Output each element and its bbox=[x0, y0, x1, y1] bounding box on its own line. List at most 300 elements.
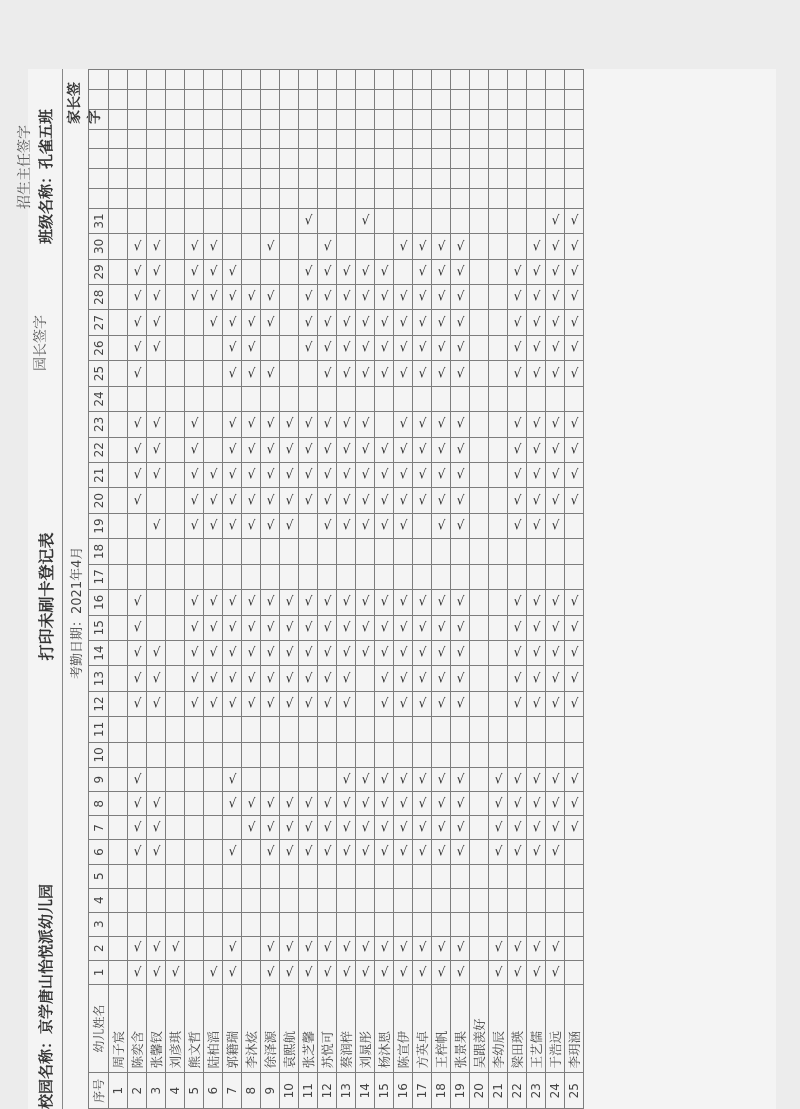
check-mark: √ bbox=[285, 518, 293, 534]
check-mark: √ bbox=[228, 518, 236, 534]
day-cell bbox=[223, 590, 242, 615]
day-cell bbox=[242, 412, 261, 437]
school-name: 校园名称：京学唐山怡悦派幼儿园 bbox=[36, 883, 55, 1109]
day-cell bbox=[318, 864, 337, 888]
day-cell bbox=[470, 462, 489, 487]
day-cell bbox=[527, 361, 546, 386]
day-cell bbox=[280, 590, 299, 615]
day-cell bbox=[166, 888, 185, 912]
day-cell bbox=[204, 335, 223, 360]
day-cell bbox=[261, 437, 280, 462]
day-cell bbox=[565, 462, 584, 487]
signature-cell bbox=[299, 129, 318, 149]
check-mark: √ bbox=[570, 315, 578, 331]
check-mark: √ bbox=[399, 964, 407, 980]
day-cell bbox=[394, 208, 413, 233]
day-cell bbox=[261, 816, 280, 840]
day-cell bbox=[432, 936, 451, 960]
day-cell bbox=[299, 564, 318, 589]
check-mark: √ bbox=[418, 442, 426, 458]
check-mark: √ bbox=[399, 645, 407, 661]
check-mark: √ bbox=[323, 594, 331, 610]
day-header: 3 bbox=[89, 912, 109, 936]
day-cell bbox=[508, 936, 527, 960]
check-mark: √ bbox=[437, 238, 445, 255]
day-cell bbox=[185, 335, 204, 360]
day-header: 27 bbox=[89, 310, 109, 335]
day-cell bbox=[489, 488, 508, 513]
check-mark: √ bbox=[152, 844, 160, 860]
signature-cell bbox=[470, 169, 489, 189]
table-row bbox=[375, 70, 394, 1109]
day-cell bbox=[470, 488, 489, 513]
day-cell bbox=[394, 717, 413, 742]
day-cell bbox=[242, 640, 261, 665]
day-cell bbox=[565, 640, 584, 665]
day-cell bbox=[299, 615, 318, 640]
day-cell bbox=[109, 361, 128, 386]
day-cell bbox=[280, 742, 299, 767]
day-cell bbox=[432, 590, 451, 615]
day-cell bbox=[318, 386, 337, 411]
check-mark: √ bbox=[532, 238, 540, 255]
name-header: 幼儿姓名 bbox=[89, 984, 109, 1072]
check-mark: √ bbox=[266, 670, 274, 687]
day-cell bbox=[166, 462, 185, 487]
check-mark: √ bbox=[551, 670, 559, 687]
check-mark: √ bbox=[399, 442, 407, 458]
day-cell bbox=[280, 691, 299, 716]
day-cell bbox=[356, 208, 375, 233]
check-mark: √ bbox=[456, 771, 464, 788]
day-cell bbox=[242, 888, 261, 912]
check-mark: √ bbox=[247, 594, 255, 610]
check-mark: √ bbox=[342, 696, 350, 712]
blank-header bbox=[89, 149, 109, 169]
day-cell bbox=[565, 437, 584, 462]
check-mark: √ bbox=[152, 964, 160, 980]
day-cell bbox=[527, 615, 546, 640]
day-header: 30 bbox=[89, 234, 109, 259]
check-mark: √ bbox=[304, 796, 312, 812]
blank-header bbox=[89, 90, 109, 110]
day-cell bbox=[337, 912, 356, 936]
day-header: 22 bbox=[89, 437, 109, 462]
signature-cell bbox=[527, 109, 546, 129]
day-cell bbox=[318, 564, 337, 589]
day-cell bbox=[489, 615, 508, 640]
signature-cell bbox=[394, 189, 413, 209]
signature-cell bbox=[223, 70, 242, 90]
day-cell bbox=[451, 259, 470, 284]
day-cell bbox=[109, 259, 128, 284]
signature-cell bbox=[413, 90, 432, 110]
check-mark: √ bbox=[570, 442, 578, 458]
seq-cell: 2 bbox=[128, 1073, 147, 1109]
day-cell bbox=[470, 717, 489, 742]
day-cell bbox=[128, 864, 147, 888]
day-cell bbox=[185, 488, 204, 513]
day-cell bbox=[546, 640, 565, 665]
check-mark: √ bbox=[418, 492, 426, 509]
day-cell bbox=[109, 936, 128, 960]
check-mark: √ bbox=[551, 620, 559, 636]
day-cell bbox=[375, 936, 394, 960]
signature-cell bbox=[565, 129, 584, 149]
day-cell bbox=[394, 864, 413, 888]
check-mark: √ bbox=[551, 844, 559, 860]
day-cell bbox=[166, 564, 185, 589]
seq-cell: 21 bbox=[489, 1073, 508, 1109]
day-cell bbox=[470, 564, 489, 589]
day-cell bbox=[527, 742, 546, 767]
check-mark: √ bbox=[532, 964, 540, 980]
check-mark: √ bbox=[361, 820, 369, 836]
signature-cell bbox=[280, 90, 299, 110]
day-cell bbox=[413, 488, 432, 513]
day-cell bbox=[489, 335, 508, 360]
day-cell bbox=[375, 259, 394, 284]
signature-cell bbox=[166, 109, 185, 129]
check-mark: √ bbox=[304, 442, 312, 458]
day-cell bbox=[356, 412, 375, 437]
day-cell bbox=[147, 691, 166, 716]
day-cell bbox=[299, 742, 318, 767]
day-cell bbox=[147, 792, 166, 816]
day-cell bbox=[451, 888, 470, 912]
day-cell bbox=[166, 864, 185, 888]
day-cell bbox=[508, 335, 527, 360]
check-mark: √ bbox=[418, 696, 426, 712]
day-cell bbox=[356, 259, 375, 284]
day-cell bbox=[318, 615, 337, 640]
day-cell bbox=[299, 691, 318, 716]
day-cell bbox=[147, 462, 166, 487]
seq-cell: 22 bbox=[508, 1073, 527, 1109]
day-cell bbox=[166, 335, 185, 360]
day-cell bbox=[432, 513, 451, 538]
day-cell bbox=[204, 259, 223, 284]
child-name-cell: 刘彦琪 bbox=[166, 984, 185, 1072]
day-cell bbox=[546, 259, 565, 284]
day-cell bbox=[489, 742, 508, 767]
check-mark: √ bbox=[437, 365, 445, 382]
day-cell bbox=[451, 462, 470, 487]
check-mark: √ bbox=[133, 315, 141, 331]
check-mark: √ bbox=[570, 796, 578, 812]
day-cell bbox=[280, 412, 299, 437]
seq-cell: 7 bbox=[223, 1073, 242, 1109]
signature-cell bbox=[337, 70, 356, 90]
check-mark: √ bbox=[342, 620, 350, 636]
check-mark: √ bbox=[285, 940, 293, 956]
check-mark: √ bbox=[152, 696, 160, 712]
seq-cell: 14 bbox=[356, 1073, 375, 1109]
day-cell bbox=[318, 792, 337, 816]
child-name-cell: 徐泽源 bbox=[261, 984, 280, 1072]
signature-cell bbox=[299, 169, 318, 189]
day-cell bbox=[508, 259, 527, 284]
day-cell bbox=[451, 717, 470, 742]
check-mark: √ bbox=[437, 492, 445, 509]
child-name-cell: 吴跟羡好 bbox=[470, 984, 489, 1072]
check-mark: √ bbox=[342, 289, 350, 305]
day-cell bbox=[508, 912, 527, 936]
signature-cell bbox=[413, 109, 432, 129]
day-cell bbox=[147, 539, 166, 564]
day-cell bbox=[242, 386, 261, 411]
check-mark: √ bbox=[228, 940, 236, 956]
day-cell bbox=[299, 285, 318, 310]
day-cell bbox=[318, 335, 337, 360]
table-row bbox=[337, 70, 356, 1109]
day-cell bbox=[128, 768, 147, 792]
day-cell bbox=[318, 912, 337, 936]
day-cell bbox=[109, 816, 128, 840]
day-cell bbox=[356, 513, 375, 538]
day-cell bbox=[128, 960, 147, 984]
check-mark: √ bbox=[190, 594, 198, 610]
day-cell bbox=[546, 590, 565, 615]
day-cell bbox=[413, 640, 432, 665]
check-mark: √ bbox=[570, 492, 578, 509]
day-cell bbox=[432, 691, 451, 716]
signature-cell bbox=[375, 109, 394, 129]
day-cell bbox=[451, 640, 470, 665]
day-cell bbox=[337, 335, 356, 360]
day-cell bbox=[318, 666, 337, 691]
day-cell bbox=[204, 912, 223, 936]
day-cell bbox=[394, 310, 413, 335]
day-cell bbox=[413, 666, 432, 691]
day-cell bbox=[128, 640, 147, 665]
signature-cell bbox=[337, 109, 356, 129]
day-cell bbox=[204, 310, 223, 335]
check-mark: √ bbox=[494, 771, 502, 788]
day-cell bbox=[299, 513, 318, 538]
day-cell bbox=[242, 768, 261, 792]
day-cell bbox=[432, 335, 451, 360]
day-cell bbox=[375, 513, 394, 538]
day-cell bbox=[299, 666, 318, 691]
day-cell bbox=[109, 462, 128, 487]
signature-cell bbox=[185, 149, 204, 169]
day-cell bbox=[242, 590, 261, 615]
child-name-cell: 张景果 bbox=[451, 984, 470, 1072]
day-cell bbox=[261, 864, 280, 888]
date-label: 考勤日期：2021年4月 bbox=[70, 546, 85, 679]
check-mark: √ bbox=[532, 940, 540, 956]
day-cell bbox=[565, 792, 584, 816]
check-mark: √ bbox=[456, 844, 464, 860]
day-cell bbox=[470, 361, 489, 386]
check-mark: √ bbox=[247, 670, 255, 687]
day-cell bbox=[432, 259, 451, 284]
day-cell bbox=[451, 234, 470, 259]
day-cell bbox=[318, 590, 337, 615]
day-cell bbox=[546, 912, 565, 936]
check-mark: √ bbox=[266, 940, 274, 956]
day-cell bbox=[356, 816, 375, 840]
check-mark: √ bbox=[228, 416, 236, 432]
day-cell bbox=[185, 912, 204, 936]
check-mark: √ bbox=[266, 416, 274, 432]
day-cell bbox=[413, 840, 432, 864]
check-mark: √ bbox=[247, 442, 255, 458]
table-row bbox=[394, 70, 413, 1109]
check-mark: √ bbox=[418, 844, 426, 860]
check-mark: √ bbox=[361, 844, 369, 860]
check-mark: √ bbox=[304, 696, 312, 712]
check-mark: √ bbox=[380, 264, 388, 280]
day-cell bbox=[318, 936, 337, 960]
day-cell bbox=[413, 936, 432, 960]
day-cell bbox=[299, 462, 318, 487]
child-name-cell: 方英卓 bbox=[413, 984, 432, 1072]
signature-cell bbox=[470, 129, 489, 149]
day-cell bbox=[451, 666, 470, 691]
check-mark: √ bbox=[570, 238, 578, 255]
day-cell bbox=[527, 259, 546, 284]
signature-cell bbox=[375, 189, 394, 209]
check-mark: √ bbox=[323, 340, 331, 356]
day-cell bbox=[546, 488, 565, 513]
day-cell bbox=[394, 488, 413, 513]
day-header: 2 bbox=[89, 936, 109, 960]
signature-cell bbox=[565, 109, 584, 129]
check-mark: √ bbox=[304, 940, 312, 956]
check-mark: √ bbox=[380, 289, 388, 305]
day-cell bbox=[337, 666, 356, 691]
check-mark: √ bbox=[551, 213, 559, 229]
day-cell bbox=[166, 717, 185, 742]
day-cell bbox=[109, 768, 128, 792]
day-cell bbox=[299, 840, 318, 864]
day-cell bbox=[337, 615, 356, 640]
day-cell bbox=[299, 310, 318, 335]
day-cell bbox=[337, 539, 356, 564]
check-mark: √ bbox=[456, 964, 464, 980]
day-cell bbox=[375, 792, 394, 816]
day-cell bbox=[223, 640, 242, 665]
day-cell bbox=[223, 539, 242, 564]
check-mark: √ bbox=[494, 796, 502, 812]
check-mark: √ bbox=[570, 620, 578, 636]
day-cell bbox=[242, 666, 261, 691]
check-mark: √ bbox=[361, 594, 369, 610]
day-cell bbox=[527, 488, 546, 513]
check-mark: √ bbox=[190, 518, 198, 534]
day-cell bbox=[356, 234, 375, 259]
day-cell bbox=[375, 840, 394, 864]
check-mark: √ bbox=[228, 442, 236, 458]
day-cell bbox=[413, 888, 432, 912]
day-cell bbox=[280, 640, 299, 665]
day-header: 12 bbox=[89, 691, 109, 716]
check-mark: √ bbox=[323, 467, 331, 483]
day-cell bbox=[413, 792, 432, 816]
check-mark: √ bbox=[380, 620, 388, 636]
day-cell bbox=[242, 564, 261, 589]
signature-cell bbox=[280, 109, 299, 129]
signature-cell bbox=[356, 129, 375, 149]
day-cell bbox=[166, 361, 185, 386]
day-cell bbox=[261, 666, 280, 691]
day-cell bbox=[261, 310, 280, 335]
day-cell bbox=[166, 539, 185, 564]
day-cell bbox=[204, 640, 223, 665]
check-mark: √ bbox=[437, 594, 445, 610]
day-cell bbox=[223, 615, 242, 640]
signature-cell bbox=[280, 70, 299, 90]
enroll-director-signature: 招生主任签字 bbox=[17, 125, 33, 209]
child-name-cell: 苏悦可 bbox=[318, 984, 337, 1072]
check-mark: √ bbox=[190, 696, 198, 712]
check-mark: √ bbox=[133, 844, 141, 860]
day-cell bbox=[242, 335, 261, 360]
seq-cell: 6 bbox=[204, 1073, 223, 1109]
signature-cell bbox=[527, 90, 546, 110]
day-cell bbox=[394, 437, 413, 462]
check-mark: √ bbox=[437, 340, 445, 356]
day-cell bbox=[565, 768, 584, 792]
day-cell bbox=[413, 259, 432, 284]
check-mark: √ bbox=[228, 340, 236, 356]
day-cell bbox=[546, 285, 565, 310]
check-mark: √ bbox=[228, 796, 236, 812]
check-mark: √ bbox=[228, 771, 236, 788]
day-cell bbox=[204, 234, 223, 259]
day-cell bbox=[128, 666, 147, 691]
signature-cell bbox=[223, 109, 242, 129]
check-mark: √ bbox=[247, 620, 255, 636]
day-cell bbox=[356, 335, 375, 360]
day-cell bbox=[242, 792, 261, 816]
day-cell bbox=[508, 462, 527, 487]
day-cell bbox=[299, 386, 318, 411]
day-cell bbox=[166, 742, 185, 767]
day-cell bbox=[242, 259, 261, 284]
seq-cell: 10 bbox=[280, 1073, 299, 1109]
check-mark: √ bbox=[551, 696, 559, 712]
day-cell bbox=[527, 386, 546, 411]
day-cell bbox=[185, 386, 204, 411]
day-cell bbox=[242, 462, 261, 487]
day-cell bbox=[128, 462, 147, 487]
check-mark: √ bbox=[209, 620, 217, 636]
day-cell bbox=[185, 590, 204, 615]
day-cell bbox=[413, 285, 432, 310]
day-cell bbox=[527, 513, 546, 538]
day-cell bbox=[204, 488, 223, 513]
day-cell bbox=[489, 361, 508, 386]
signature-cell bbox=[489, 169, 508, 189]
day-cell bbox=[451, 386, 470, 411]
check-mark: √ bbox=[437, 964, 445, 980]
table-row bbox=[489, 70, 508, 1109]
day-cell bbox=[242, 539, 261, 564]
check-mark: √ bbox=[532, 264, 540, 280]
check-mark: √ bbox=[266, 964, 274, 980]
day-cell bbox=[242, 310, 261, 335]
day-cell bbox=[185, 513, 204, 538]
day-cell bbox=[299, 717, 318, 742]
signature-cell bbox=[318, 70, 337, 90]
day-cell bbox=[394, 792, 413, 816]
check-mark: √ bbox=[361, 365, 369, 382]
signature-cell bbox=[204, 169, 223, 189]
day-header: 18 bbox=[89, 539, 109, 564]
